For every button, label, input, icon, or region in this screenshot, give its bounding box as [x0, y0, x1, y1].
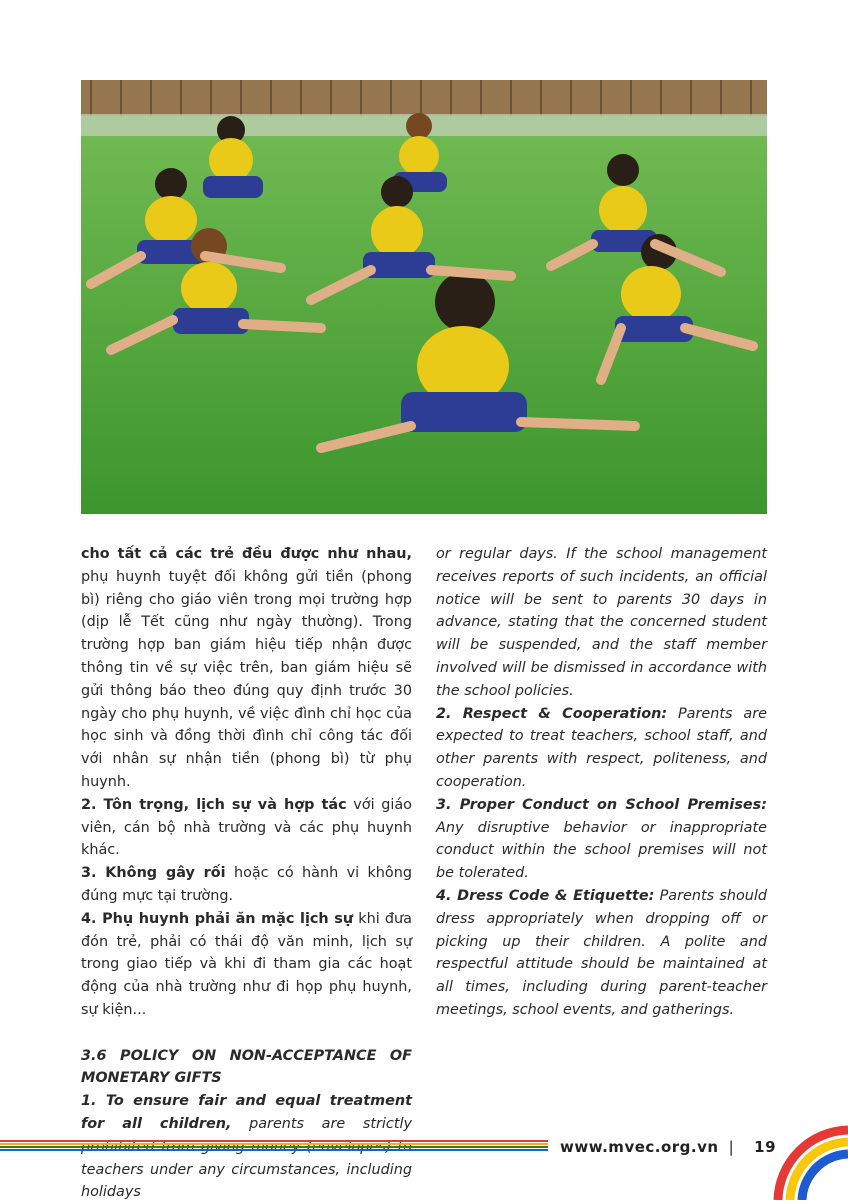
left-p2-bold: 2. Tôn trọng, lịch sự và hợp tác: [81, 796, 347, 813]
photo-children-stretching-icon: [81, 80, 767, 514]
stripe-yellow: [0, 1143, 548, 1145]
left-paragraph-3: [81, 862, 412, 908]
stripe-red: [0, 1140, 548, 1142]
left-paragraph-2: [81, 794, 412, 862]
right-paragraph-1: or regular days. If the school management receives reports of such incidents, an official notice will be sent to parents 30 days in advance, stating that the concerned student will be suspended, and the staff member involved will be dismissed in accordance with the school policies.: [436, 546, 767, 699]
right-p4-bold: 4. Dress Code & Etiquette:: [436, 887, 655, 904]
right-p2-text: Parents are expected to treat teachers, school staff, and other parents with respect, politeness, and cooperation.: [436, 705, 768, 790]
footer-stripes: [0, 1140, 548, 1154]
website-link[interactable]: www.mvec.org.vn: [560, 1138, 719, 1156]
rainbow-arc-icon: [760, 1120, 848, 1200]
hero-photo: [81, 80, 767, 514]
right-paragraph-2: [436, 703, 767, 794]
left-p3-text: hoặc có hành vi không đúng mực tại trường.: [81, 865, 412, 904]
right-p2-bold: 2. Respect & Cooperation:: [436, 705, 668, 722]
left-p2-text: với giáo viên, cán bộ nhà trường và các phụ huynh khác.: [81, 796, 412, 859]
left-paragraph-4: [81, 908, 412, 1022]
stripe-blue: [0, 1149, 548, 1151]
page-number: 19: [754, 1138, 777, 1156]
left-p1-bold: cho tất cả các trẻ đều được như nhau,: [81, 546, 412, 562]
right-p4-text: Parents should dress appropriately when dropping off or picking up their children. A polite and respectful attitude should be maintained at all times, including during parent-teacher meetings, school events, and gatherings.: [436, 887, 767, 1018]
left-p1-text: phụ huynh tuyệt đối không gửi tiền (phong bì) riêng cho giáo viên trong mọi trường hợp (dịp lễ Tết cũng như ngày thường). Trong trường hợp ban giám hiệu tiếp nhận được thông tin về sự việc trên, ban giám hiệu sẽ gửi thông báo theo đúng quy định trước 30 ngày cho phụ huynh, về việc đình chỉ học của học sinh và đồng thời đình chỉ công tác đối với nhân sự nhận tiền (phong bì) từ phụ huynh.: [81, 568, 412, 790]
stripe-green: [0, 1146, 548, 1148]
left-p5-bold: 1. To ensure fair and equal treatment for all children,: [81, 1093, 412, 1132]
right-paragraph-4: [436, 885, 767, 1022]
section-heading: 3.6 POLICY ON NON-ACCEPTANCE OF MONETARY GIFTS: [81, 1047, 412, 1087]
right-paragraph-3: [436, 794, 767, 885]
left-paragraph-1: [81, 543, 412, 794]
footer: [560, 1136, 776, 1158]
right-p3-text: Any disruptive behavior or inappropriate conduct within the school premises will not be tolerated.: [436, 819, 767, 882]
left-p3-bold: 3. Không gây rối: [81, 865, 226, 882]
footer-separator: |: [728, 1138, 735, 1156]
left-column: [81, 543, 412, 1204]
right-column: [436, 543, 767, 1022]
right-p3-bold: 3. Proper Conduct on School Premises:: [436, 796, 767, 813]
left-p4-bold: 4. Phụ huynh phải ăn mặc lịch sự: [81, 910, 354, 927]
left-p5-text: parents are strictly teachers under any circumstances, including holidays: [81, 1115, 413, 1201]
left-p4-text: khi đưa đón trẻ, phải có thái độ văn minh, lịch sự trong giao tiếp và khi đi tham gia các hoạt động của nhà trường như đi họp phụ huynh, sự kiện...: [81, 910, 412, 1018]
